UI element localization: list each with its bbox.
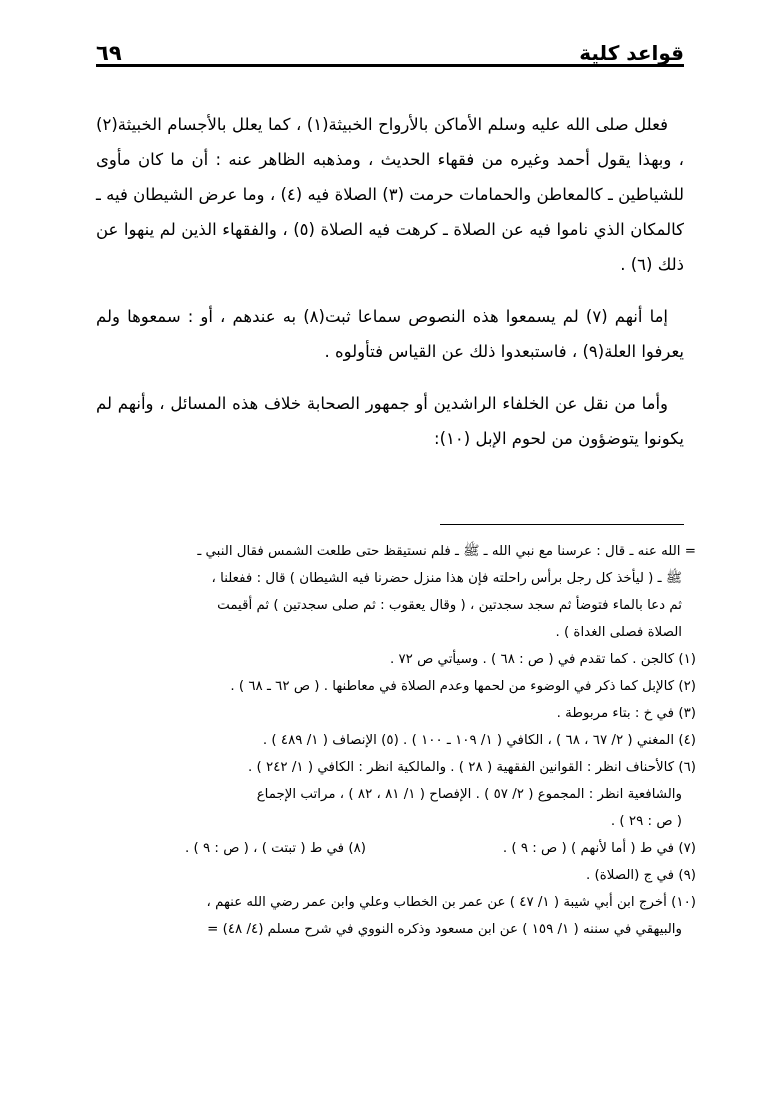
footnote-continuation-line: الصلاة فصلى الغداة ) . [555,625,682,640]
footnote-6-line: ( ص : ٢٩ ) . [610,814,682,829]
footnote-continuation-line: ﷺ ـ ( ليأخذ كل رجل برأس راحلته فإن هذا منزل حضرنا فيه الشيطان ) قال : ففعلنا ، [211,571,682,586]
footnote-10-line: والبيهقي في سننه ( ١/ ١٥٩ ) عن ابن مسعود وذكره النووي في شرح مسلم (٤/ ٤٨) = [207,922,682,937]
footnote-6-line: والشافعية انظر : المجموع ( ٢/ ٥٧ ) . الإفصاح ( ١/ ٨١ ، ٨٢ ) ، مراتب الإجماع [256,787,682,802]
footnote-1: (١) كالجن . كما تقدم في ( ص : ٦٨ ) . وسيأتي ص ٧٢ . [389,652,696,667]
header-rule [96,64,684,67]
footnote-8: (٨) في ط ( تبتت ) ، ( ص : ٩ ) . [184,841,366,856]
paragraph-3 [96,386,684,456]
footnote-4-5: (٤) المغني ( ٢/ ٦٧ ، ٦٨ ) ، الكافي ( ١/ ١٠٩ ـ ١٠٠ ) . (٥) الإنصاف ( ١/ ٤٨٩ ) . [262,733,696,748]
page-number: ٦٩ [96,41,122,65]
footnote-3: (٣) في خ : بتاء مربوطة . [556,706,696,721]
footnote-2: (٢) كالإبل كما ذكر في الوضوء من لحمها وعدم الصلاة في معاطنها . ( ص ٦٢ ـ ٦٨ ) . [230,679,696,694]
footnote-7: (٧) في ط ( أما لأنهم ) ( ص : ٩ ) . [502,841,696,856]
page-header [96,40,684,66]
paragraph-3-text: وأما من نقل عن الخلفاء الراشدين أو جمهور الصحابة خلاف هذه المسائل ، وأنهم لم يكونوا يتوضؤون من لحوم الإبل (١٠): [96,394,684,448]
footnote-10: (١٠) أخرج ابن أبي شيبة ( ١/ ٤٧ ) عن عمر بن الخطاب وعلي وابن عمر رضي الله عنهم ، [206,895,696,910]
running-title: قواعد كلية [579,41,684,65]
paragraph-2-text: إما أنهم (٧) لم يسمعوا هذه النصوص سماعا ثبت(٨) به عندهم ، أو : سمعوها ولم يعرفوا العلة(٩) ، فاستبعدوا ذلك عن القياس فتأولوه . [96,307,684,361]
footnote-continuation-line: ثم دعا بالماء فتوضأ ثم سجد سجدتين ، ( وقال يعقوب : ثم صلى سجدتين ) ثم أقيمت [217,598,682,613]
paragraph-2 [96,299,684,369]
footnote-9: (٩) في ج (الصلاة) . [585,868,696,883]
footnote-separator [440,524,684,525]
footnotes [96,538,696,943]
footnote-continuation-line: = الله عنه ـ قال : عرسنا مع نبي الله ـ ﷺ ـ فلم نستيقظ حتى طلعت الشمس فقال النبي ـ [197,544,696,559]
paragraph-1 [96,107,684,282]
paragraph-1-text: فعلل صلى الله عليه وسلم الأماكن بالأرواح الخبيثة(١) ، كما يعلل بالأجسام الخبيثة(٢) ، وبهذا يقول أحمد وغيره من فقهاء الحديث ، ومذهبه الظاهر عنه : أن ما كان مأوى للشياطين ـ كالمعاطن والحمامات حرمت (٣) الصلاة فيه (٤) ، وما عرض الشيطان فيه ـ كالمكان الذي ناموا فيه عن الصلاة ـ كرهت فيه الصلاة (٥) ، والفقهاء الذين لم ينهوا عن ذلك (٦) . [96,115,685,274]
footnote-7-8-row [96,835,696,862]
footnote-6: (٦) كالأحناف انظر : القوانين الفقهية ( ٢٨ ) . والمالكية انظر : الكافي ( ١/ ٢٤٢ ) . [248,760,696,775]
main-text [96,107,684,473]
